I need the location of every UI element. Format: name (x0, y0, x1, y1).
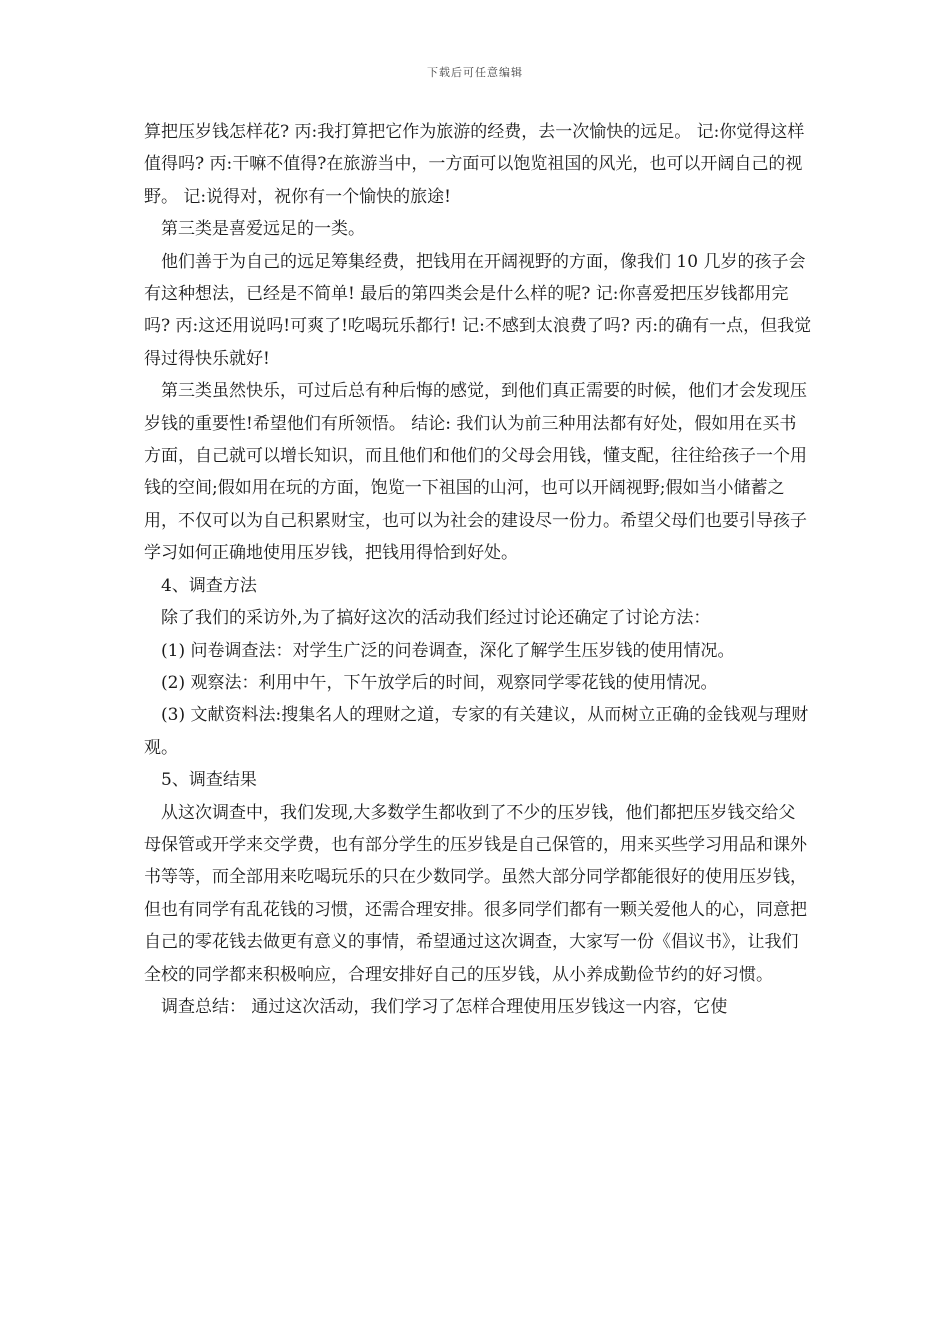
list-item: (2) 观察法：利用中午，下午放学后的时间，观察同学零花钱的使用情况。 (161, 672, 718, 693)
list-item: (1) 问卷调查法：对学生广泛的问卷调查，深化了解学生压岁钱的使用情况。 (161, 640, 735, 661)
paragraph: 他们善于为自己的远足筹集经费，把钱用在开阔视野的方面，像我们 10 几岁的孩子会有这种想法，已经是不简单! 最后的第四类会是什么样的呢? 记:你喜爱把压岁钱都用完吗? 丙:这还用说吗!可爽了!吃喝玩乐都行! 记:不感到太浪费了吗? 丙:的确有一点，但我觉得过得快乐就好! (144, 251, 812, 369)
section-heading: 4、调查方法 (161, 575, 257, 596)
paragraph: 除了我们的采访外,为了搞好这次的活动我们经过讨论还确定了讨论方法： (161, 608, 711, 629)
paragraph: 调查总结： 通过这次活动，我们学习了怎样合理使用压岁钱这一内容，它使 (161, 996, 728, 1017)
list-item: (3) 文献资料法:搜集名人的理财之道，专家的有关建议，从而树立正确的金钱观与理财观。 (144, 705, 809, 758)
section-heading: 5、调查结果 (161, 770, 257, 791)
page-header-note: 下载后可任意编辑 (427, 66, 523, 79)
paragraph: 从这次调查中，我们发现,大多数学生都收到了不少的压岁钱，他们都把压岁钱交给父母保管或开学来交学费，也有部分学生的压岁钱是自己保管的，用来买些学习用品和课外书等等，而全部用来吃喝玩乐的只在少数同学。虽然大部分同学都能很好的使用压岁钱，但也有同学有乱花钱的习惯，还需合理安排。很多同学们都有一颗关爱他人的心，同意把自己的零花钱去做更有意义的事情，希望通过这次调查，大家写一份《倡议书》，让我们全校的同学都来积极响应，合理安排好自己的压岁钱，从小养成勤俭节约的好习惯。 (144, 802, 807, 985)
document-body (144, 116, 812, 1023)
paragraph: 第三类是喜爱远足的一类。 (161, 219, 365, 240)
paragraph: 算把压岁钱怎样花? 丙:我打算把它作为旅游的经费，去一次愉快的远足。 记:你觉得这样值得吗? 丙:干嘛不值得?在旅游当中，一方面可以饱览祖国的风光，也可以开阔自己的视野。 记:说得对，祝你有一个愉快的旅途! (144, 122, 805, 207)
paragraph: 第三类虽然快乐，可过后总有种后悔的感觉，到他们真正需要的时候，他们才会发现压岁钱的重要性!希望他们有所领悟。 结论: 我们认为前三种用法都有好处，假如用在买书方面，自己就可以增长知识，而且他们和他们的父母会用钱，懂支配，往往给孩子一个用钱的空间;假如用在玩的方面，饱览一下祖国的山河，也可以开阔视野;假如当小储蓄之用，不仅可以为自己积累财宝，也可以为社会的建设尽一份力。希望父母们也要引导孩子学习如何正确地使用压岁钱，把钱用得恰到好处。 (144, 381, 807, 564)
